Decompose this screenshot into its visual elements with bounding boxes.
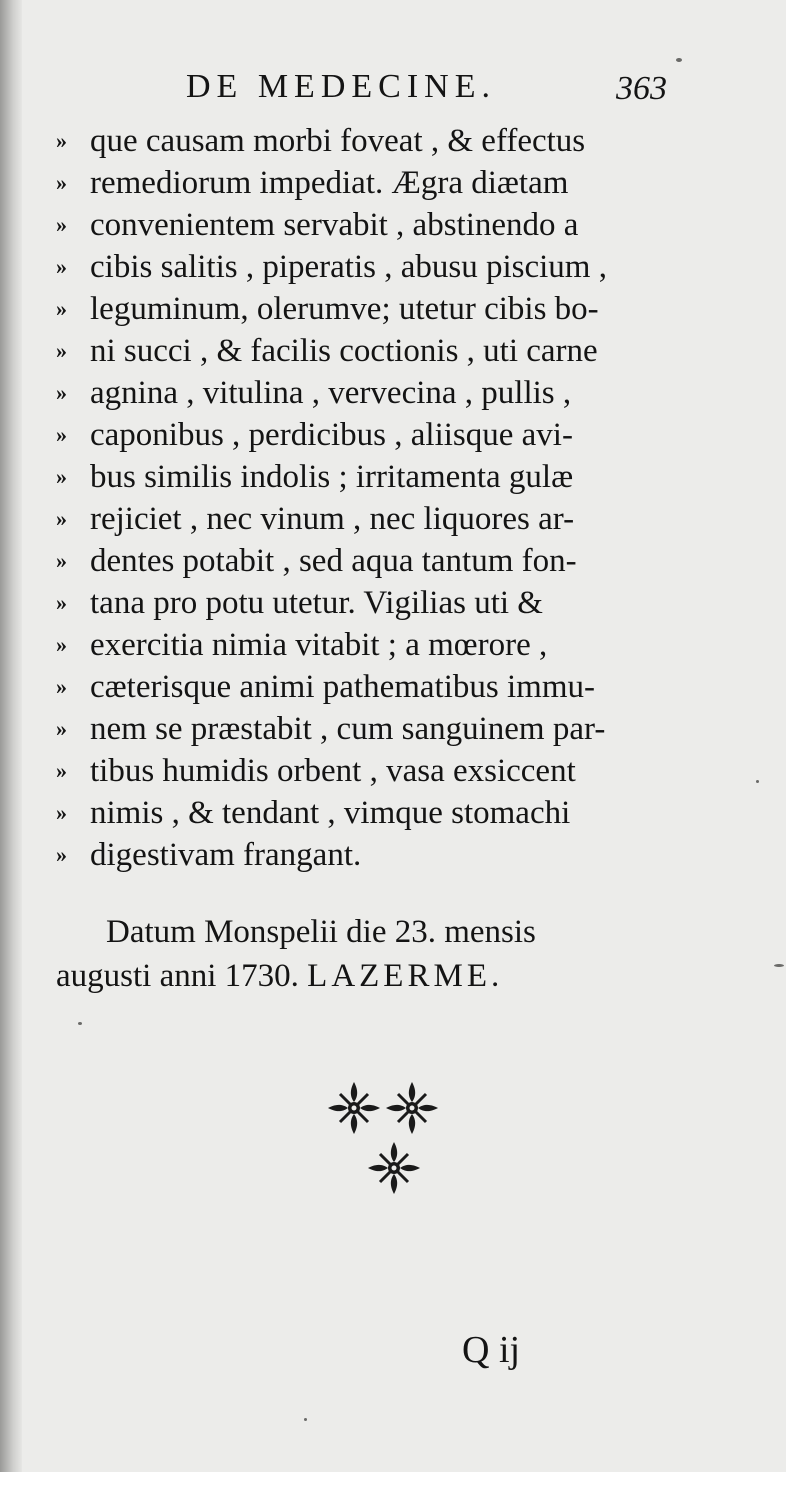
quote-mark: »: [56, 212, 67, 237]
quote-mark: »: [56, 380, 67, 405]
text-line: » caponibus , perdicibus , aliisque avi-: [56, 414, 688, 456]
date-line-2: augusti anni 1730. LAZERME.: [56, 958, 504, 994]
printer-signature-mark: Q ij: [462, 1329, 521, 1371]
quote-mark: »: [56, 674, 67, 699]
fleuron-icon: [386, 1082, 438, 1134]
quote-mark: »: [56, 716, 67, 741]
quote-mark: »: [56, 170, 67, 195]
scan-margin-bottom: [0, 1472, 800, 1486]
text-line: » tibus humidis orbent , vasa exsiccent: [56, 750, 688, 792]
text-line: » cibis salitis , piperatis , abusu piscium ,: [56, 246, 688, 288]
text-line: » bus similis indolis ; irritamenta gulæ: [56, 456, 688, 498]
quote-mark: »: [56, 800, 67, 825]
text-line: » remediorum impediat. Ægra diætam: [56, 162, 688, 204]
quote-mark: »: [56, 548, 67, 573]
quote-mark: »: [56, 254, 67, 279]
quote-mark: »: [56, 632, 67, 657]
quote-mark: »: [56, 758, 67, 783]
text-line: » exercitia nimia vitabit ; a mœrore ,: [56, 624, 688, 666]
text-line: » convenientem servabit , abstinendo a: [56, 204, 688, 246]
text-line: » leguminum, olerumve; utetur cibis bo-: [56, 288, 688, 330]
page-number: 363: [616, 70, 667, 107]
quote-mark: »: [56, 842, 67, 867]
page-binding-shadow: [0, 0, 22, 1486]
quote-mark: »: [56, 464, 67, 489]
quote-mark: »: [56, 590, 67, 615]
paper-speck: [774, 964, 784, 967]
scan-margin-right: [786, 0, 800, 1486]
author-signature: LAZERME.: [307, 958, 504, 994]
text-line: » digestivam frangant.: [56, 834, 688, 876]
dated-signature-block: [56, 910, 696, 998]
text-line: » que causam morbi foveat , & effectus: [56, 120, 688, 162]
fleuron-icon: [368, 1142, 420, 1194]
date-line: Datum Monspelii die 23. mensis: [106, 914, 536, 950]
text-line: » cæterisque animi pathematibus immu-: [56, 666, 688, 708]
text-line: » nem se præstabit , cum sanguinem par-: [56, 708, 688, 750]
body-text: [56, 120, 688, 876]
quote-mark: »: [56, 296, 67, 321]
quote-mark: »: [56, 338, 67, 363]
text-line: » ni succi , & facilis coctionis , uti carne: [56, 330, 688, 372]
text-line: » rejiciet , nec vinum , nec liquores ar-: [56, 498, 688, 540]
quote-mark: »: [56, 128, 67, 153]
quote-mark: »: [56, 422, 67, 447]
paper-speck: [676, 58, 682, 62]
paper-speck: [304, 1418, 307, 1421]
paper-speck: [78, 1022, 82, 1025]
text-line: » agnina , vitulina , vervecina , pullis ,: [56, 372, 688, 414]
running-head: DE MEDECINE.: [186, 68, 496, 105]
text-line: » dentes potabit , sed aqua tantum fon-: [56, 540, 688, 582]
quote-mark: »: [56, 506, 67, 531]
page-header: [186, 68, 696, 118]
text-line: » tana pro potu utetur. Vigilias uti &: [56, 582, 688, 624]
fleuron-ornaments: [320, 1072, 450, 1202]
paper-speck: [756, 780, 759, 783]
fleuron-icon: [328, 1082, 380, 1134]
text-line: » nimis , & tendant , vimque stomachi: [56, 792, 688, 834]
